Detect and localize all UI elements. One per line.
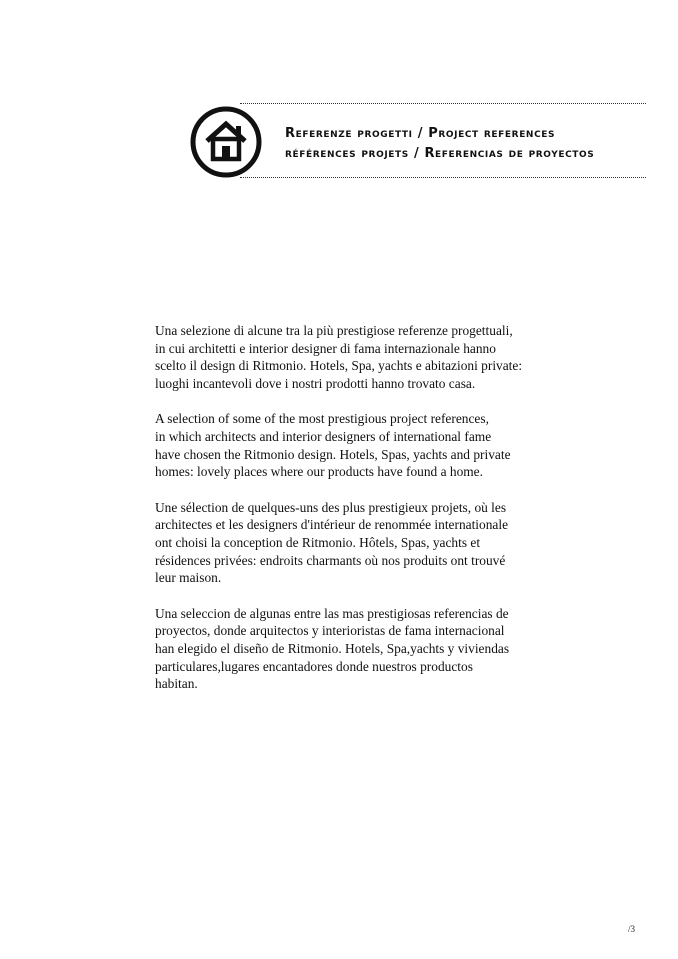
page-number: /3 xyxy=(628,924,636,934)
text-line: have chosen the Ritmonio design. Hotels, Spas, yachts and private xyxy=(155,446,511,462)
paragraph-english xyxy=(155,410,535,480)
text-line: in cui architetti e interior designer di fama internazionale hanno xyxy=(155,340,496,356)
paragraph-french xyxy=(155,499,535,587)
paragraph-spanish xyxy=(155,605,535,693)
text-line: particulares,lugares encantadores donde nuestros productos xyxy=(155,658,473,674)
text-line: luoghi incantevoli dove i nostri prodotti hanno trovato casa. xyxy=(155,375,476,391)
text-line: A selection of some of the most prestigious project references, xyxy=(155,411,489,427)
home-icon xyxy=(188,104,264,180)
text-line: han elegido el diseño de Ritmonio. Hotels, Spa,yachts y viviendas xyxy=(155,640,510,656)
text-line: in which architects and interior designers of international fame xyxy=(155,428,492,444)
paragraph-italian xyxy=(155,322,535,392)
heading-line-2: références projets / Referencias de proyectos xyxy=(285,146,595,161)
body-text xyxy=(155,322,535,711)
header-divider-bottom xyxy=(240,177,646,178)
text-line: scelto il design di Ritmonio. Hotels, Spa, yachts e abitazioni private: xyxy=(155,358,523,374)
text-line: habitan. xyxy=(155,676,198,692)
text-line: homes: lovely places where our products have found a home. xyxy=(155,464,483,480)
text-line: Una selezione di alcune tra la più prestigiose referenze progettuali, xyxy=(155,323,513,338)
text-line: Una seleccion de algunas entre las mas prestigiosas referencias de xyxy=(155,605,509,621)
header-divider-top xyxy=(240,103,646,104)
text-line: Une sélection de quelques-uns des plus prestigieux projets, où les xyxy=(155,499,507,515)
heading-line-1: Referenze progetti / Project references xyxy=(285,126,556,141)
text-line: ont choisi la conception de Ritmonio. Hôtels, Spas, yachts et xyxy=(155,534,481,550)
text-line: leur maison. xyxy=(155,570,222,586)
page-heading xyxy=(285,124,665,164)
text-line: résidences privées: endroits charmants où nos produits ont trouvé xyxy=(155,552,506,568)
text-line: proyectos, donde arquitectos y interioristas de fama internacional xyxy=(155,623,505,639)
text-line: architectes et les designers d'intérieur de renommée internationale xyxy=(155,517,509,533)
